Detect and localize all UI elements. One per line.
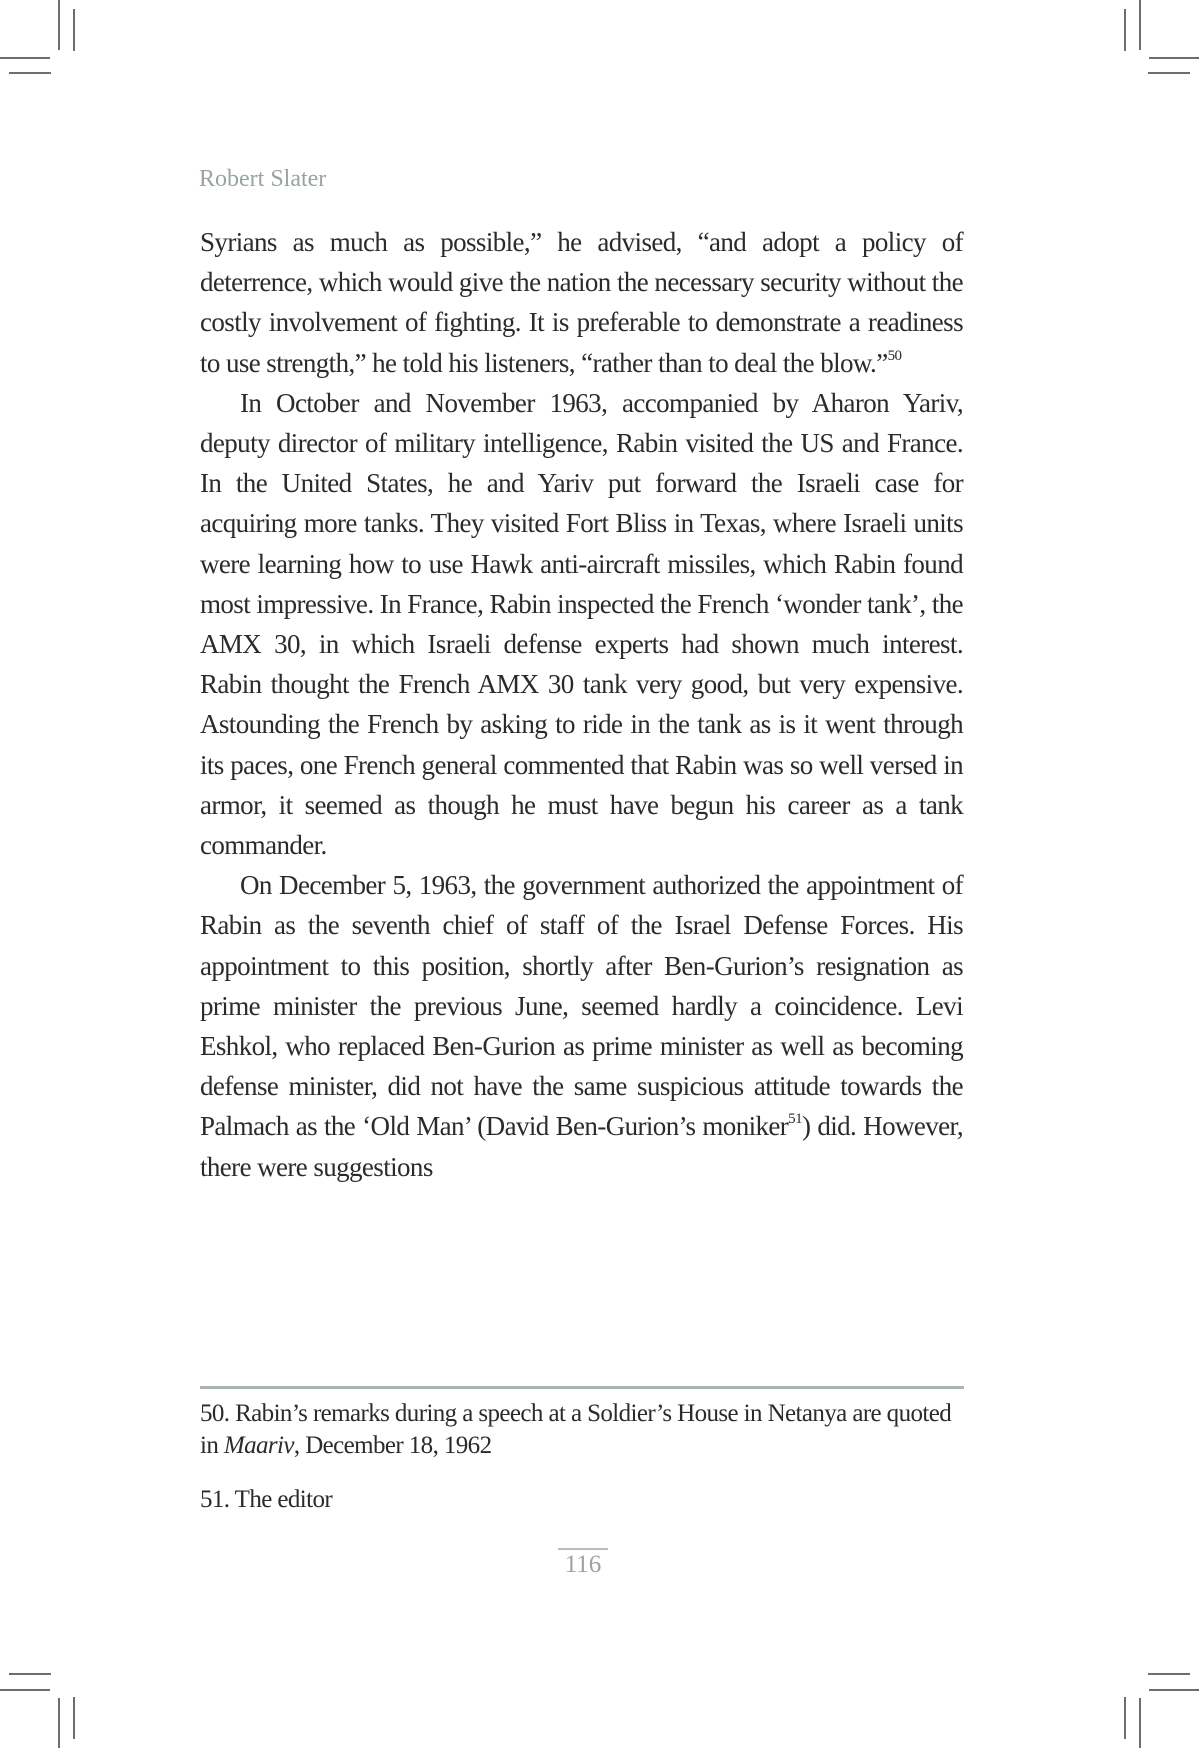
footnote-ref[interactable]: 51: [788, 1111, 802, 1128]
crop-mark-bottom-right-h2: [1149, 1689, 1199, 1691]
paragraph-text: Syrians as much as possible,” he advised, “and adopt a policy of deterrence, which would give the nation the necessary security without the costly involvement of fighting. It is preferable to demonstrate a readiness to use strength,” he told his listeners, “rather than to deal the blow.”: [200, 227, 963, 378]
page-number: 116: [558, 1548, 608, 1580]
footnote: [200, 1484, 964, 1516]
footnote-number: 50.: [200, 1400, 230, 1427]
running-header: Robert Slater: [199, 166, 327, 192]
crop-mark-bottom-left-h2: [0, 1689, 50, 1691]
crop-mark-bottom-left-v1: [58, 1698, 60, 1748]
crop-mark-bottom-right-v2: [1124, 1697, 1126, 1739]
crop-mark-bottom-left-h1: [9, 1673, 51, 1675]
footnote-number: 51.: [200, 1486, 230, 1513]
crop-mark-top-right-h2: [1148, 72, 1190, 74]
paragraph-text: On December 5, 1963, the government authorized the appointment of Rabin as the seventh chief of staff of the Israel Defense Forces. His appointment to this position, shortly after Ben-Gurion’s resignation as prime minister the previous June, seemed hardly a coincidence. Levi Eshkol, who replaced Ben-Gurion as prime minister as well as becoming defense minister, did not have the same suspicious attitude towards the Palmach as the ‘Old Man’ (David Ben-Gurion’s moniker: [200, 870, 963, 1142]
crop-mark-bottom-right-h1: [1148, 1673, 1190, 1675]
crop-mark-top-right-v2: [1124, 9, 1126, 51]
footnote-ref[interactable]: 50: [887, 347, 902, 364]
paragraph: [200, 865, 963, 1187]
footnote-source-title: Maariv: [223, 1432, 294, 1459]
body-text: [200, 222, 963, 1187]
footnote: [200, 1398, 964, 1462]
footnote-text: , December 18, 1962: [293, 1432, 492, 1459]
paragraph-text: ) did. However, there were suggestions: [200, 1111, 963, 1182]
crop-mark-bottom-right-v1: [1139, 1698, 1141, 1748]
paragraph: [200, 222, 963, 383]
paragraph: [200, 383, 963, 865]
footnote-text: Rabin’s remarks during a speech at a Soldier’s House in Netanya are quoted in: [200, 1400, 952, 1459]
crop-mark-top-left-v1: [58, 0, 60, 50]
crop-mark-top-left-v2: [73, 9, 75, 51]
paragraph-text: In October and November 1963, accompanied by Aharon Yariv, deputy director of military intelligence, Rabin visited the US and France. In the United States, he and Yariv put forward the Israeli case for acquiring more tanks. They visited Fort Bliss in Texas, where Israeli units were learning how to use Hawk anti-aircraft missiles, which Rabin found most impressive. In France, Rabin inspected the French ‘wonder tank’, the AMX 30, in which Israeli defense experts had shown much interest. Rabin thought the French AMX 30 tank very good, but very expensive. Astounding the French by asking to ride in the tank as is it went through its paces, one French general commented that Rabin was so well versed in armor, it seemed as though he must have begun his career as a tank commander.: [200, 387, 963, 861]
footnote-divider: [200, 1386, 964, 1389]
crop-mark-top-right-h1: [1149, 57, 1199, 59]
footnotes: [200, 1398, 964, 1538]
footnote-text: The editor: [229, 1486, 333, 1513]
crop-mark-bottom-left-v2: [73, 1697, 75, 1739]
crop-mark-top-right-v1: [1139, 0, 1141, 50]
crop-mark-top-left-h1: [0, 57, 50, 59]
crop-mark-top-left-h2: [9, 72, 51, 74]
